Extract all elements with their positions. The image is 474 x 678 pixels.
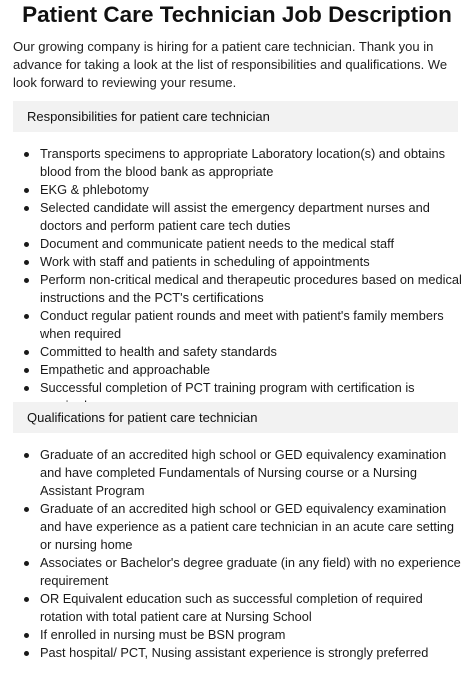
page-title: Patient Care Technician Job Description [22,2,452,27]
bullet-icon [24,188,29,193]
list-item [0,446,474,500]
list-item-text: Graduate of an accredited high school or GED equivalency examination and have experience as a patient care technician in an acute care setting or nursing home [40,501,455,552]
list-item-text: Selected candidate will assist the emergency department nurses and doctors and perform patient care tech duties [40,200,430,233]
list-item [0,554,474,590]
bullet-icon [24,386,29,391]
list-item [0,307,474,343]
list-item-text: Perform non-critical medical and therapeutic procedures based on medical instructions and the PCT's certifications [40,272,462,305]
list-item [0,500,474,554]
list-item [0,644,474,662]
bullet-icon [24,206,29,211]
bullet-icon [24,453,29,458]
list-item-text: If enrolled in nursing must be BSN program [40,627,286,642]
list-item [0,145,474,181]
list-item [0,361,474,379]
qualifications-list [0,446,474,662]
list-item [0,235,474,253]
bullet-icon [24,651,29,656]
responsibilities-list [0,145,474,415]
bullet-icon [24,507,29,512]
list-item [0,626,474,644]
bullet-icon [24,633,29,638]
list-item [0,199,474,235]
bullet-icon [24,597,29,602]
bullet-icon [24,152,29,157]
list-item-text: Past hospital/ PCT, Nusing assistant experience is strongly preferred [40,645,429,660]
bullet-icon [24,278,29,283]
list-item-text: EKG & phlebotomy [40,182,149,197]
list-item-text: Empathetic and approachable [40,362,211,377]
list-item [0,181,474,199]
list-item-text: Document and communicate patient needs to the medical staff [40,236,395,251]
list-item-text: Committed to health and safety standards [40,344,277,359]
list-item [0,590,474,626]
list-item-text: Successful completion of PCT training program with certification is [40,380,415,395]
list-item [0,343,474,361]
bullet-icon [24,368,29,373]
bullet-icon [24,350,29,355]
list-item-text: Graduate of an accredited high school or GED equivalency examination and have completed Fundamentals of Nursing course or a Nursing Assistant Program [40,447,447,498]
bullet-icon [24,561,29,566]
responsibilities-heading: Responsibilities for patient care technician [13,101,458,132]
list-item-text: Conduct regular patient rounds and meet with patient's family members when required [40,308,444,341]
list-item-text: Transports specimens to appropriate Laboratory location(s) and obtains blood from the blood bank as appropriate [40,146,445,179]
qualifications-heading: Qualifications for patient care technician [13,402,458,433]
list-item [0,253,474,271]
list-item-text: Associates or Bachelor's degree graduate (in any field) with no experience requirement [40,555,461,588]
bullet-icon [24,260,29,265]
list-item [0,271,474,307]
bullet-icon [24,242,29,247]
list-item-text: Work with staff and patients in scheduling of appointments [40,254,370,269]
list-item-text: OR Equivalent education such as successful completion of required rotation with total patient care at Nursing School [40,591,423,624]
intro-paragraph: Our growing company is hiring for a patient care technician. Thank you in advance for taking a look at the list of responsibilities and qualifications. We look forward to reviewing your resume. [13,39,448,90]
bullet-icon [24,314,29,319]
